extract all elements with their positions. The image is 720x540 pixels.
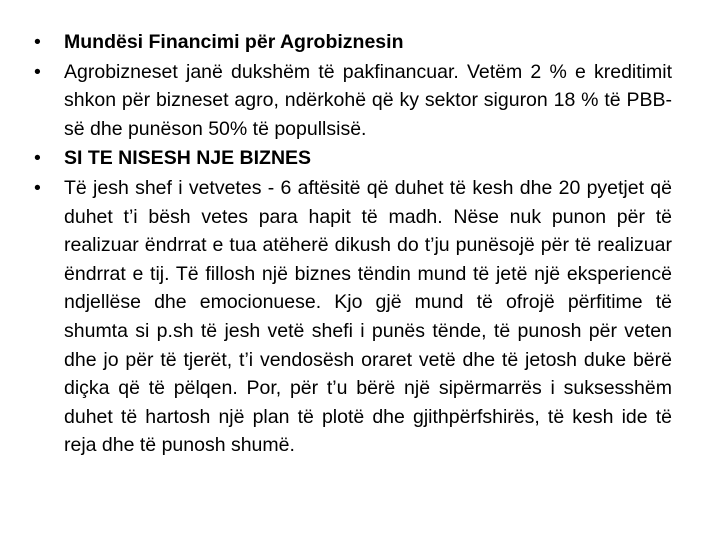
bullet-list [32,28,672,460]
bullet-item-start-business-heading [32,144,672,173]
bullet-point-icon: • [34,31,41,53]
bullet-item-financing-body [32,58,672,144]
bullet-point-icon: • [34,147,41,170]
bullet-text: Mundësi Financimi për Agrobiznesin [64,31,404,53]
bullet-text: Agrobizneset janë dukshëm të pakfinancuar. Vetëm 2 % e kreditimit shkon për bizneset agro, ndërkohë që ky sektor siguron 18 % të PBB-së dhe punëson 50% të popullsisë. [64,60,672,140]
bullet-point-icon: • [34,176,41,199]
bullet-item-financing-heading [32,28,672,57]
bullet-item-start-business-body [32,174,672,460]
bullet-text: SI TE NISESH NJE BIZNES [64,147,312,170]
bullet-point-icon: • [34,60,41,83]
bullet-text: Të jesh shef i vetvetes - 6 aftësitë që duhet të kesh dhe 20 pyetjet që duhet t’i bësh vetes para hapit të madh. Nëse nuk punon për të realizuar ëndrrat e tua atëherë dikush do t’ju punësojë për të realizuar ëndrrat e tij. Të fillosh një biznes tëndin mund të jetë një eksperiencë ndjellëse dhe emocionuese. Kjo gjë mund të ofrojë përfitime të shumta si p.sh të jesh vetë shefi i punës tënde, të punosh për veten dhe jo për të tjerët, t’i vendosësh oraret vetë dhe të jetosh duke bërë diçka që të pëlqen. Por, për t’u bërë një sipërmarrës i suksesshëm duhet të hartosh një plan të plotë dhe gjithpërfshirës, të kesh ide të reja dhe të punosh shumë. [64,176,672,457]
